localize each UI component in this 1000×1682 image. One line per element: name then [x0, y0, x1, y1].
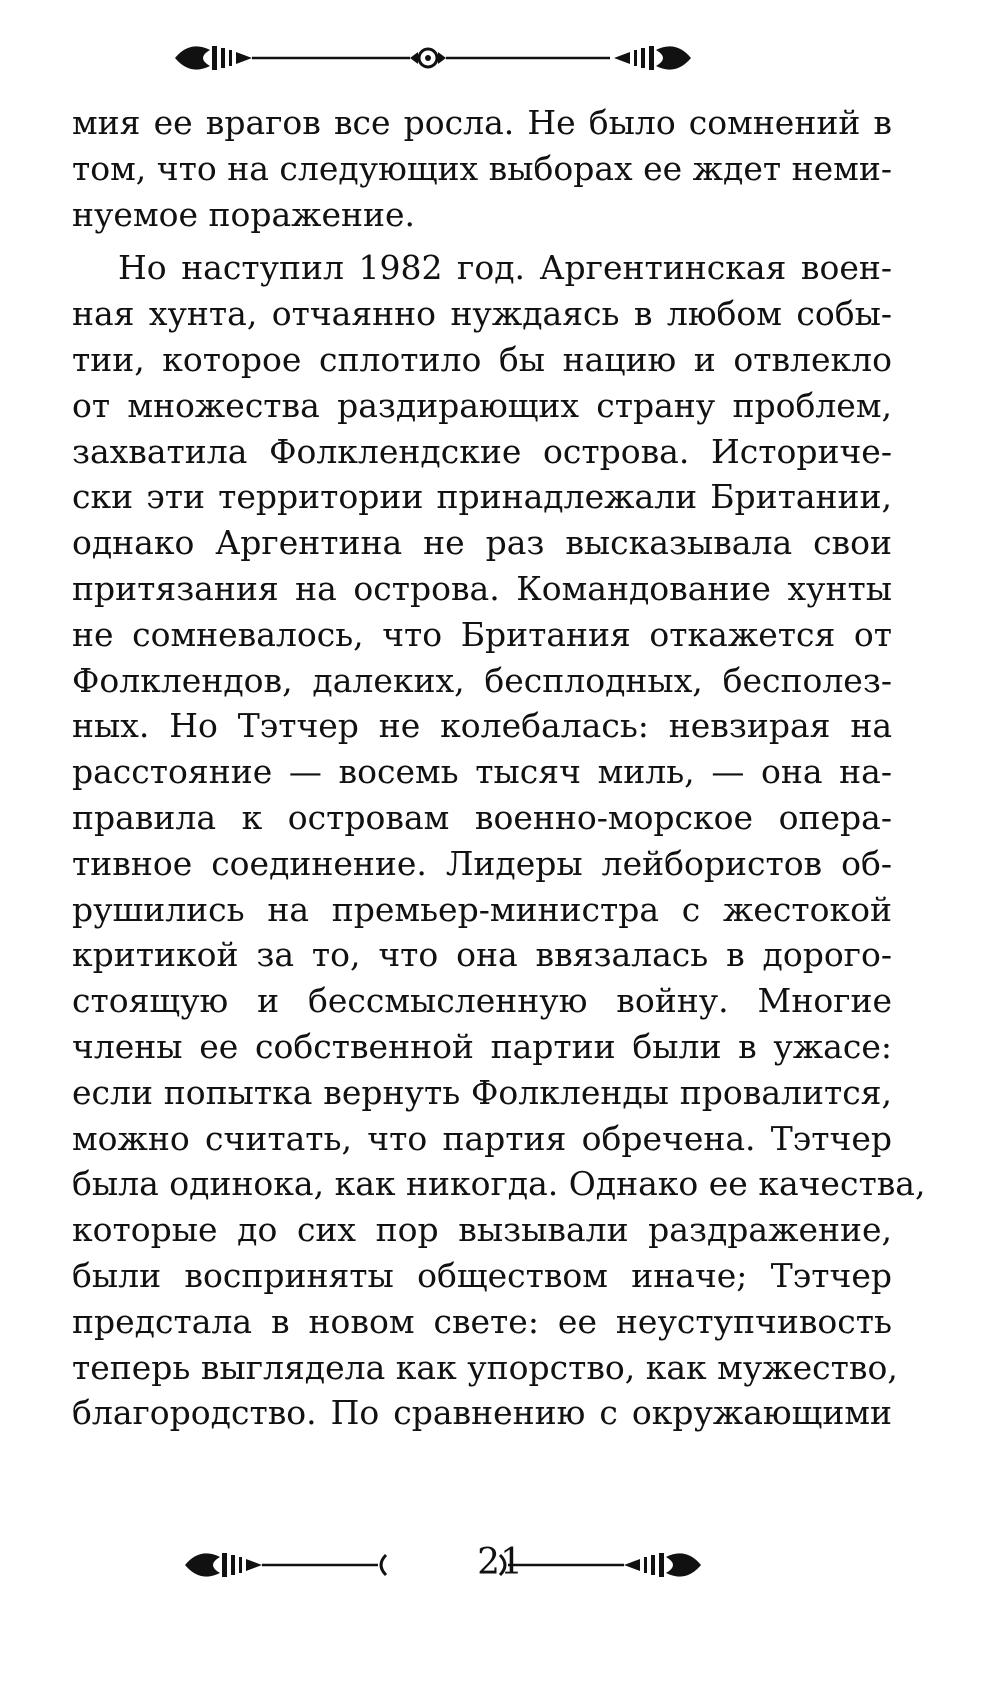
- text-line: правила к островам военно-морское опера-: [72, 797, 892, 837]
- text-line: которые до сих пор вызывали раздражение,: [72, 1210, 892, 1250]
- paragraph-1: [72, 100, 892, 237]
- text-line: тивное соединение. Лидеры лейбористов об-: [72, 843, 892, 883]
- text-line: если попытка вернуть Фолкленды провалится,: [72, 1072, 892, 1112]
- text-line: нуемое поражение.: [72, 194, 416, 234]
- text-line: от множества раздирающих страну проблем,: [72, 385, 892, 425]
- text-line: можно считать, что партия обречена. Тэтчер: [72, 1118, 892, 1158]
- text-line: том, что на следующих выборах ее ждет неми-: [72, 148, 892, 188]
- text-line: критикой за то, что она ввязалась в дорого-: [72, 935, 892, 975]
- top-ornament: [0, 28, 1000, 98]
- text-line: члены ее собственной партии были в ужасе:: [72, 1026, 892, 1066]
- text-line: были восприняты обществом иначе; Тэтчер: [72, 1255, 892, 1295]
- text-line: захватила Фолклендские острова. Историче-: [72, 431, 892, 471]
- page-text: [72, 100, 926, 1436]
- text-line: расстояние — восемь тысяч миль, — она на-: [72, 752, 892, 792]
- text-line: благородство. По сравнению с окружающими: [72, 1393, 892, 1433]
- text-line: не сомневалось, что Британия откажется от: [72, 614, 892, 654]
- text-line: ная хунта, отчаянно нуждаясь в любом собы-: [72, 294, 892, 334]
- text-line: тии, которое сплотило бы нацию и отвлекло: [72, 339, 892, 379]
- text-line: стоящую и бессмысленную войну. Многие: [72, 981, 892, 1021]
- text-line: однако Аргентина не раз высказывала свои: [72, 523, 892, 563]
- text-line: была одинока, как никогда. Однако ее качества,: [72, 1164, 926, 1204]
- text-line: рушились на премьер-министра с жестокой: [72, 889, 892, 929]
- text-line: притязания на острова. Командование хунты: [72, 568, 892, 608]
- text-line: мия ее врагов все росла. Не было сомнений в: [72, 103, 892, 142]
- text-line: ски эти территории принадлежали Британии,: [72, 477, 892, 517]
- paragraph-2: [72, 245, 926, 1436]
- text-line: предстала в новом свете: ее неуступчивость: [72, 1301, 892, 1341]
- text-line: Фолклендов, далеких, бесплодных, бесполез-: [72, 660, 892, 700]
- text-line: теперь выглядела как упорство, как мужество,: [72, 1347, 898, 1387]
- text-line: ных. Но Тэтчер не колебалась: невзирая на: [72, 706, 892, 746]
- page-number: 21: [477, 1542, 523, 1583]
- text-line: Но наступил 1982 год. Аргентинская воен-: [118, 248, 892, 288]
